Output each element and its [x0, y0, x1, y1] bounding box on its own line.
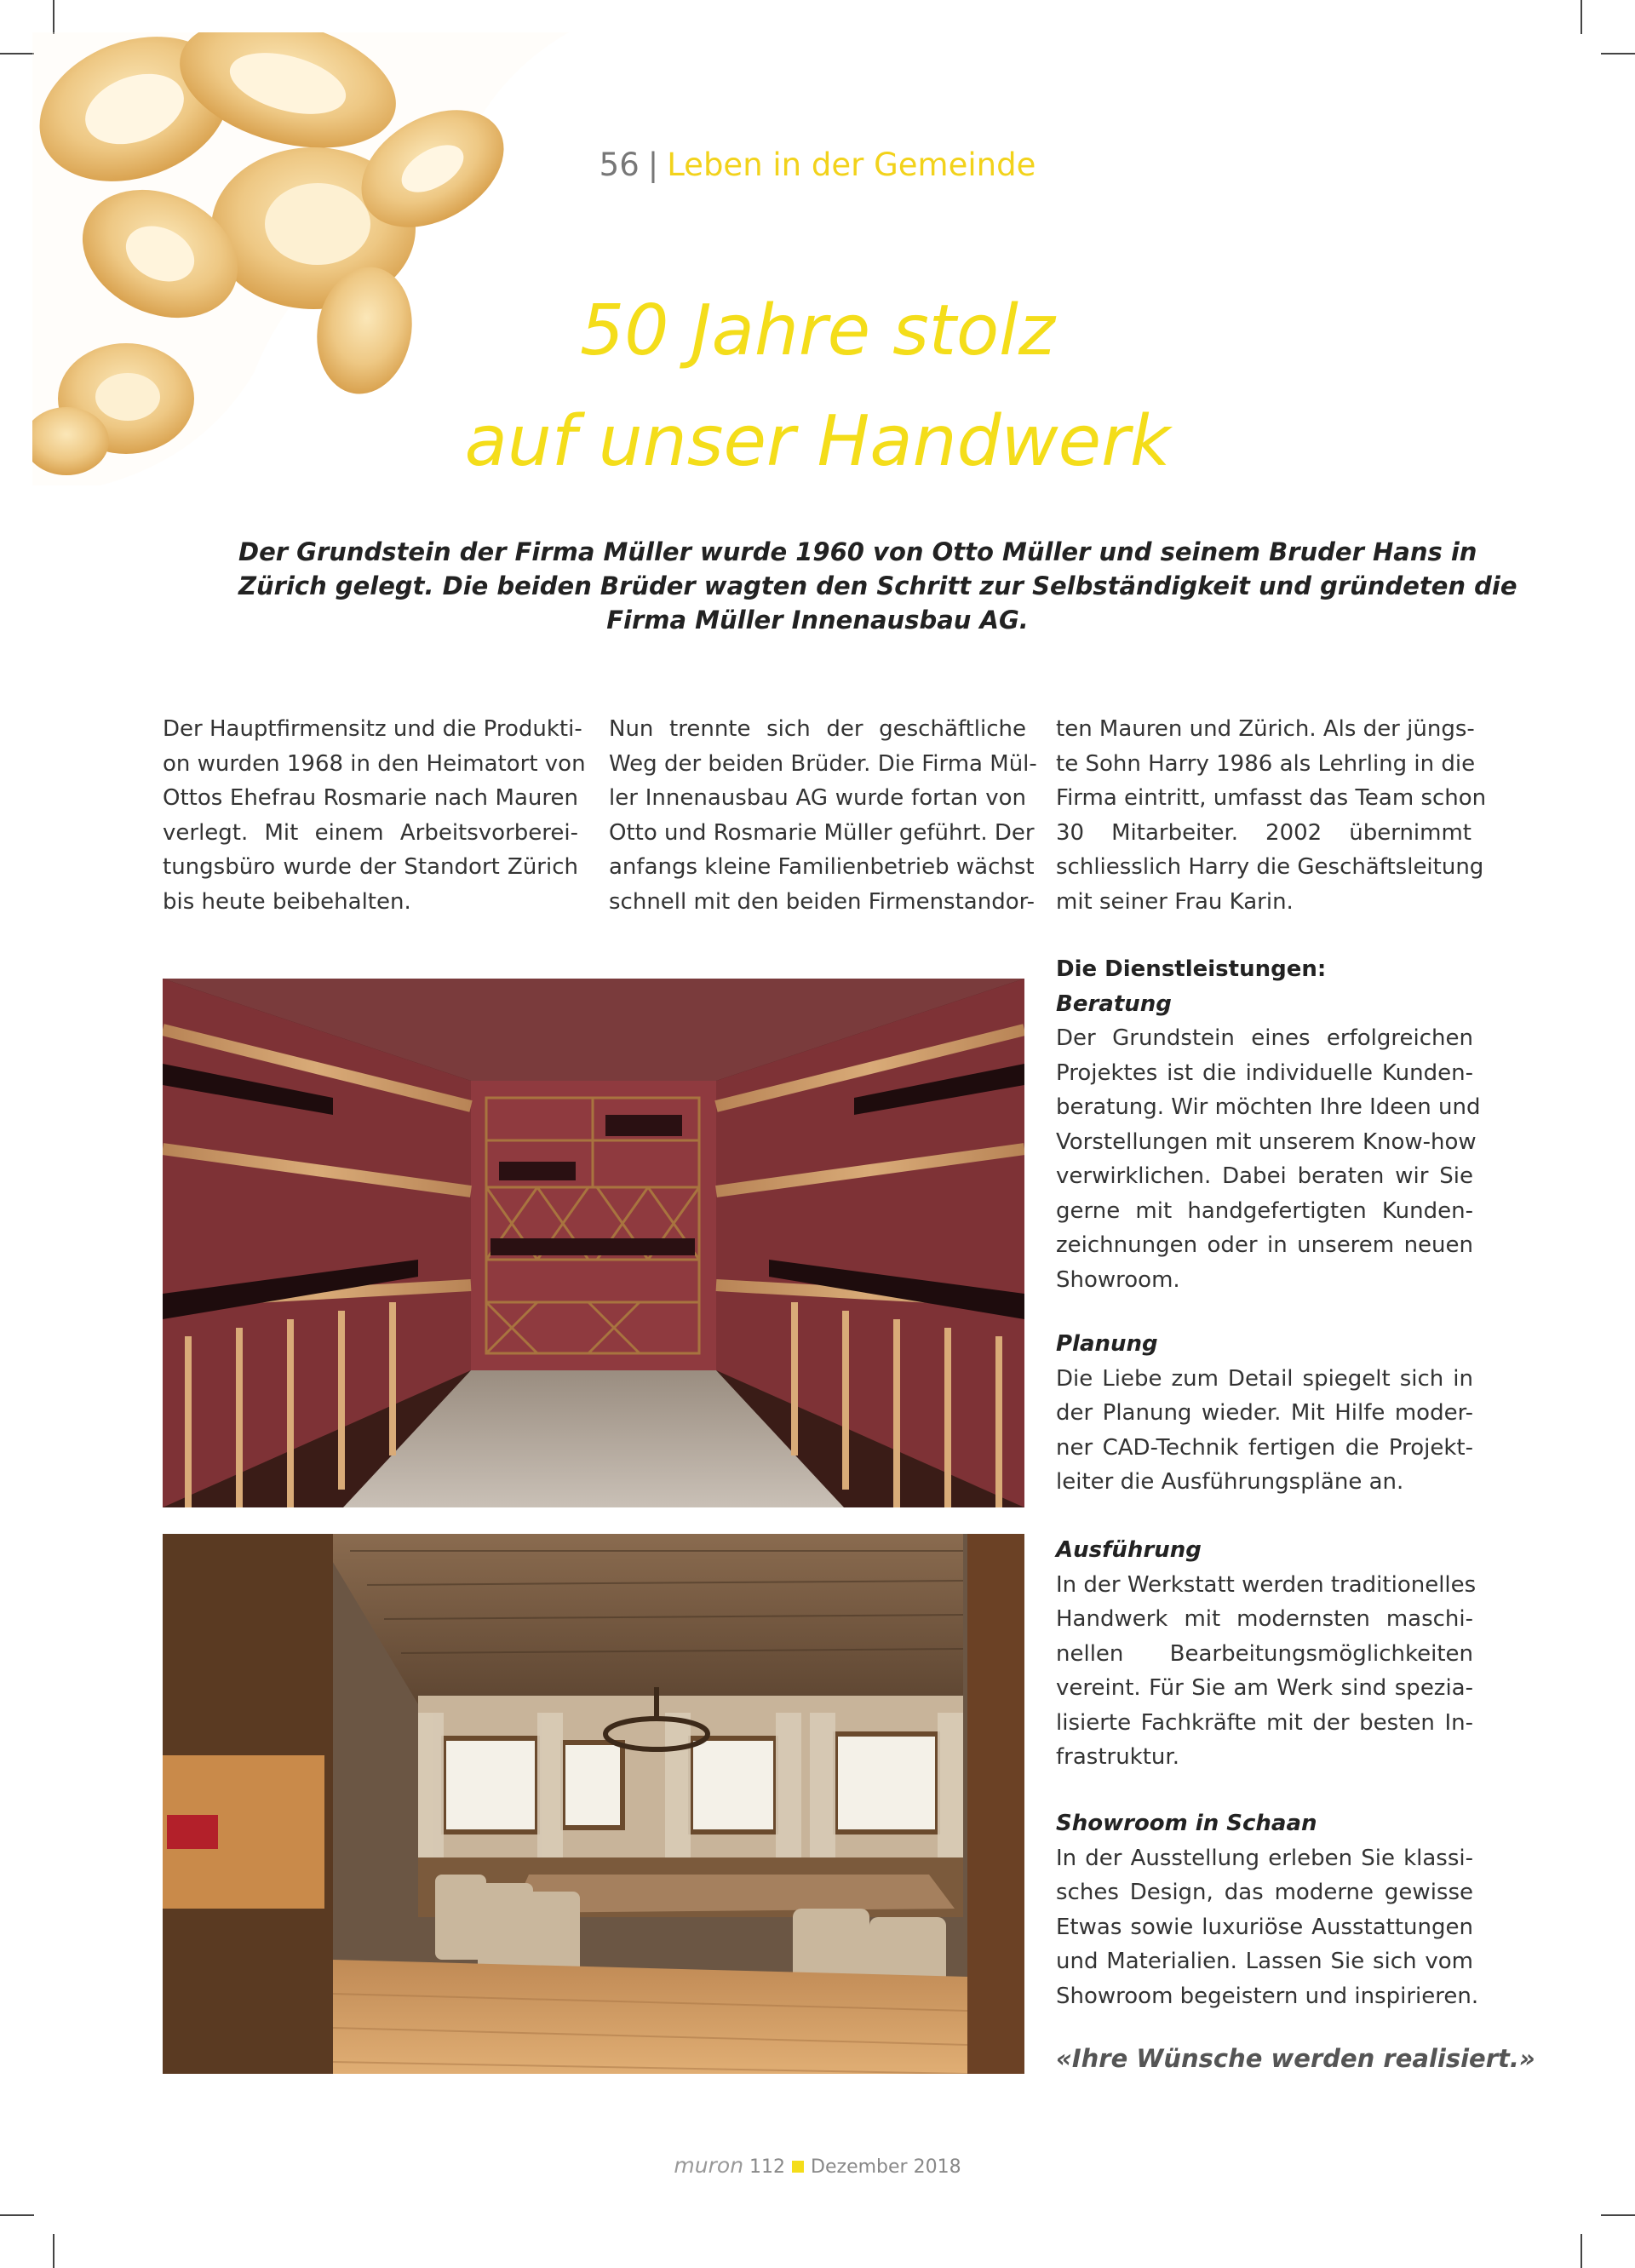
intro-line: Zürich gelegt. Die beiden Brüder wagten den Schritt zur Selbständigkeit und gründeten die — [238, 571, 1517, 600]
text-line: te Sohn Harry 1986 als Lehrling in die — [1056, 750, 1476, 777]
crop-mark — [1601, 53, 1635, 55]
text-line: Showroom begeistern und inspirieren. — [1056, 1983, 1479, 2009]
issue-number: 112 — [749, 2156, 786, 2178]
text-line: leiter die Ausführungspläne an. — [1056, 1469, 1404, 1495]
text-line: und Materialien. Lassen Sie sich vom — [1056, 1949, 1473, 1974]
text-line: Firma eintritt, umfasst das Team schon — [1056, 785, 1487, 811]
issue-date: Dezember 2018 — [811, 2156, 961, 2178]
services-showroom — [1056, 1806, 1479, 2013]
text-line: schnell mit den beiden Firmenstandor- — [609, 888, 1036, 915]
magazine-name: muron — [674, 2153, 744, 2178]
article-intro — [238, 535, 1517, 637]
text-line: mit seiner Frau Karin. — [1056, 888, 1294, 915]
text-line: Nun trennte sich der geschäftliche — [609, 716, 1026, 742]
text-line: Weg der beiden Brüder. Die Firma Mül- — [609, 750, 1037, 777]
body-column-2 — [609, 712, 1037, 919]
page-number: 56 — [599, 146, 640, 183]
text-line: bis heute beibehalten. — [163, 888, 411, 915]
text-line: Der Hauptfirmensitz und die Produkti- — [163, 716, 582, 742]
yellow-square-icon — [792, 2161, 804, 2173]
crop-mark — [1580, 2234, 1582, 2268]
text-line: ten Mauren und Zürich. Als der jüngs- — [1056, 716, 1475, 742]
page-footer — [0, 2153, 1635, 2178]
text-line: verlegt. Mit einem Arbeitsvorberei- — [163, 819, 578, 846]
text-line: sches Design, das moderne gewisse — [1056, 1880, 1473, 1905]
services-heading: Die Dienstleistungen: — [1056, 956, 1327, 982]
text-line: Vorstellungen mit unserem Know-how — [1056, 1128, 1477, 1155]
text-line: ner CAD-Technik fertigen die Projekt- — [1056, 1434, 1473, 1461]
text-line: Showroom. — [1056, 1266, 1180, 1293]
text-line: frastruktur. — [1056, 1744, 1179, 1770]
body-column-1 — [163, 712, 586, 919]
text-line: beratung. Wir möchten Ihre Ideen und — [1056, 1094, 1481, 1120]
text-line: ler Innenausbau AG wurde fortan von — [609, 785, 1026, 811]
crop-mark — [1580, 0, 1582, 34]
intro-line: Firma Müller Innenausbau AG. — [606, 606, 1029, 634]
section-title: Leben in der Gemeinde — [667, 146, 1036, 183]
text-line: Der Grundstein eines erfolgreichen — [1056, 1025, 1473, 1051]
closing-quote: «Ihre Wünsche werden realisiert.» — [1056, 2044, 1535, 2073]
wine-cellar-photo — [163, 979, 1024, 1507]
text-line: anfangs kleine Familienbetrieb wächst — [609, 854, 1035, 880]
crop-mark — [1601, 2214, 1635, 2216]
services-section — [1056, 952, 1481, 1297]
page-header — [0, 146, 1635, 183]
text-line: Die Liebe zum Detail spiegelt sich in — [1056, 1365, 1473, 1392]
text-line: Etwas sowie luxuriöse Ausstattungen — [1056, 1914, 1473, 1940]
subheading-planung: Planung — [1056, 1331, 1158, 1357]
text-line: gerne mit handgefertigten Kunden- — [1056, 1197, 1473, 1224]
text-line: In der Ausstellung erleben Sie klassi- — [1056, 1845, 1473, 1871]
text-line: zeichnungen oder in unserem neuen — [1056, 1232, 1473, 1258]
crop-mark — [53, 0, 54, 34]
text-line: verwirklichen. Dabei beraten wir Sie — [1056, 1163, 1473, 1189]
crop-mark — [0, 53, 34, 55]
text-line: lisierte Fachkräfte mit der besten In- — [1056, 1709, 1473, 1736]
text-line: schliesslich Harry die Geschäftsleitung — [1056, 854, 1484, 880]
text-line: Otto und Rosmarie Müller geführt. Der — [609, 819, 1035, 846]
text-line: on wurden 1968 in den Heimatort von — [163, 750, 586, 777]
text-line: 30 Mitarbeiter. 2002 übernimmt — [1056, 819, 1472, 846]
text-line: der Planung wieder. Mit Hilfe moder- — [1056, 1400, 1473, 1426]
crop-mark — [53, 2234, 54, 2268]
intro-line: Der Grundstein der Firma Müller wurde 1960 von Otto Müller und seinem Bruder Hans in — [238, 537, 1477, 566]
text-line: vereint. Für Sie am Werk sind spezia- — [1056, 1675, 1473, 1701]
text-line: tungsbüro wurde der Standort Zürich — [163, 854, 578, 880]
subheading-showroom: Showroom in Schaan — [1056, 1811, 1317, 1836]
text-line: Ottos Ehefrau Rosmarie nach Mauren — [163, 785, 578, 811]
text-line: Projektes ist die individuelle Kunden- — [1056, 1059, 1473, 1086]
crop-mark — [0, 2214, 34, 2216]
services-planung — [1056, 1327, 1473, 1500]
article-title-line-1: 50 Jahre stolz — [580, 290, 1055, 371]
subheading-beratung: Beratung — [1056, 990, 1172, 1017]
text-line: In der Werkstatt werden traditionelles — [1056, 1571, 1477, 1598]
text-line: nellen Bearbeitungsmöglichkeiten — [1056, 1640, 1473, 1667]
header-separator: | — [647, 146, 659, 183]
subheading-ausfuehrung: Ausführung — [1056, 1537, 1202, 1563]
text-line: Handwerk mit modernsten maschi- — [1056, 1606, 1473, 1632]
services-ausfuehrung — [1056, 1533, 1477, 1775]
dining-room-photo — [163, 1534, 1024, 2074]
body-column-3 — [1056, 712, 1487, 919]
article-title-line-2: auf unser Handwerk — [464, 401, 1171, 482]
